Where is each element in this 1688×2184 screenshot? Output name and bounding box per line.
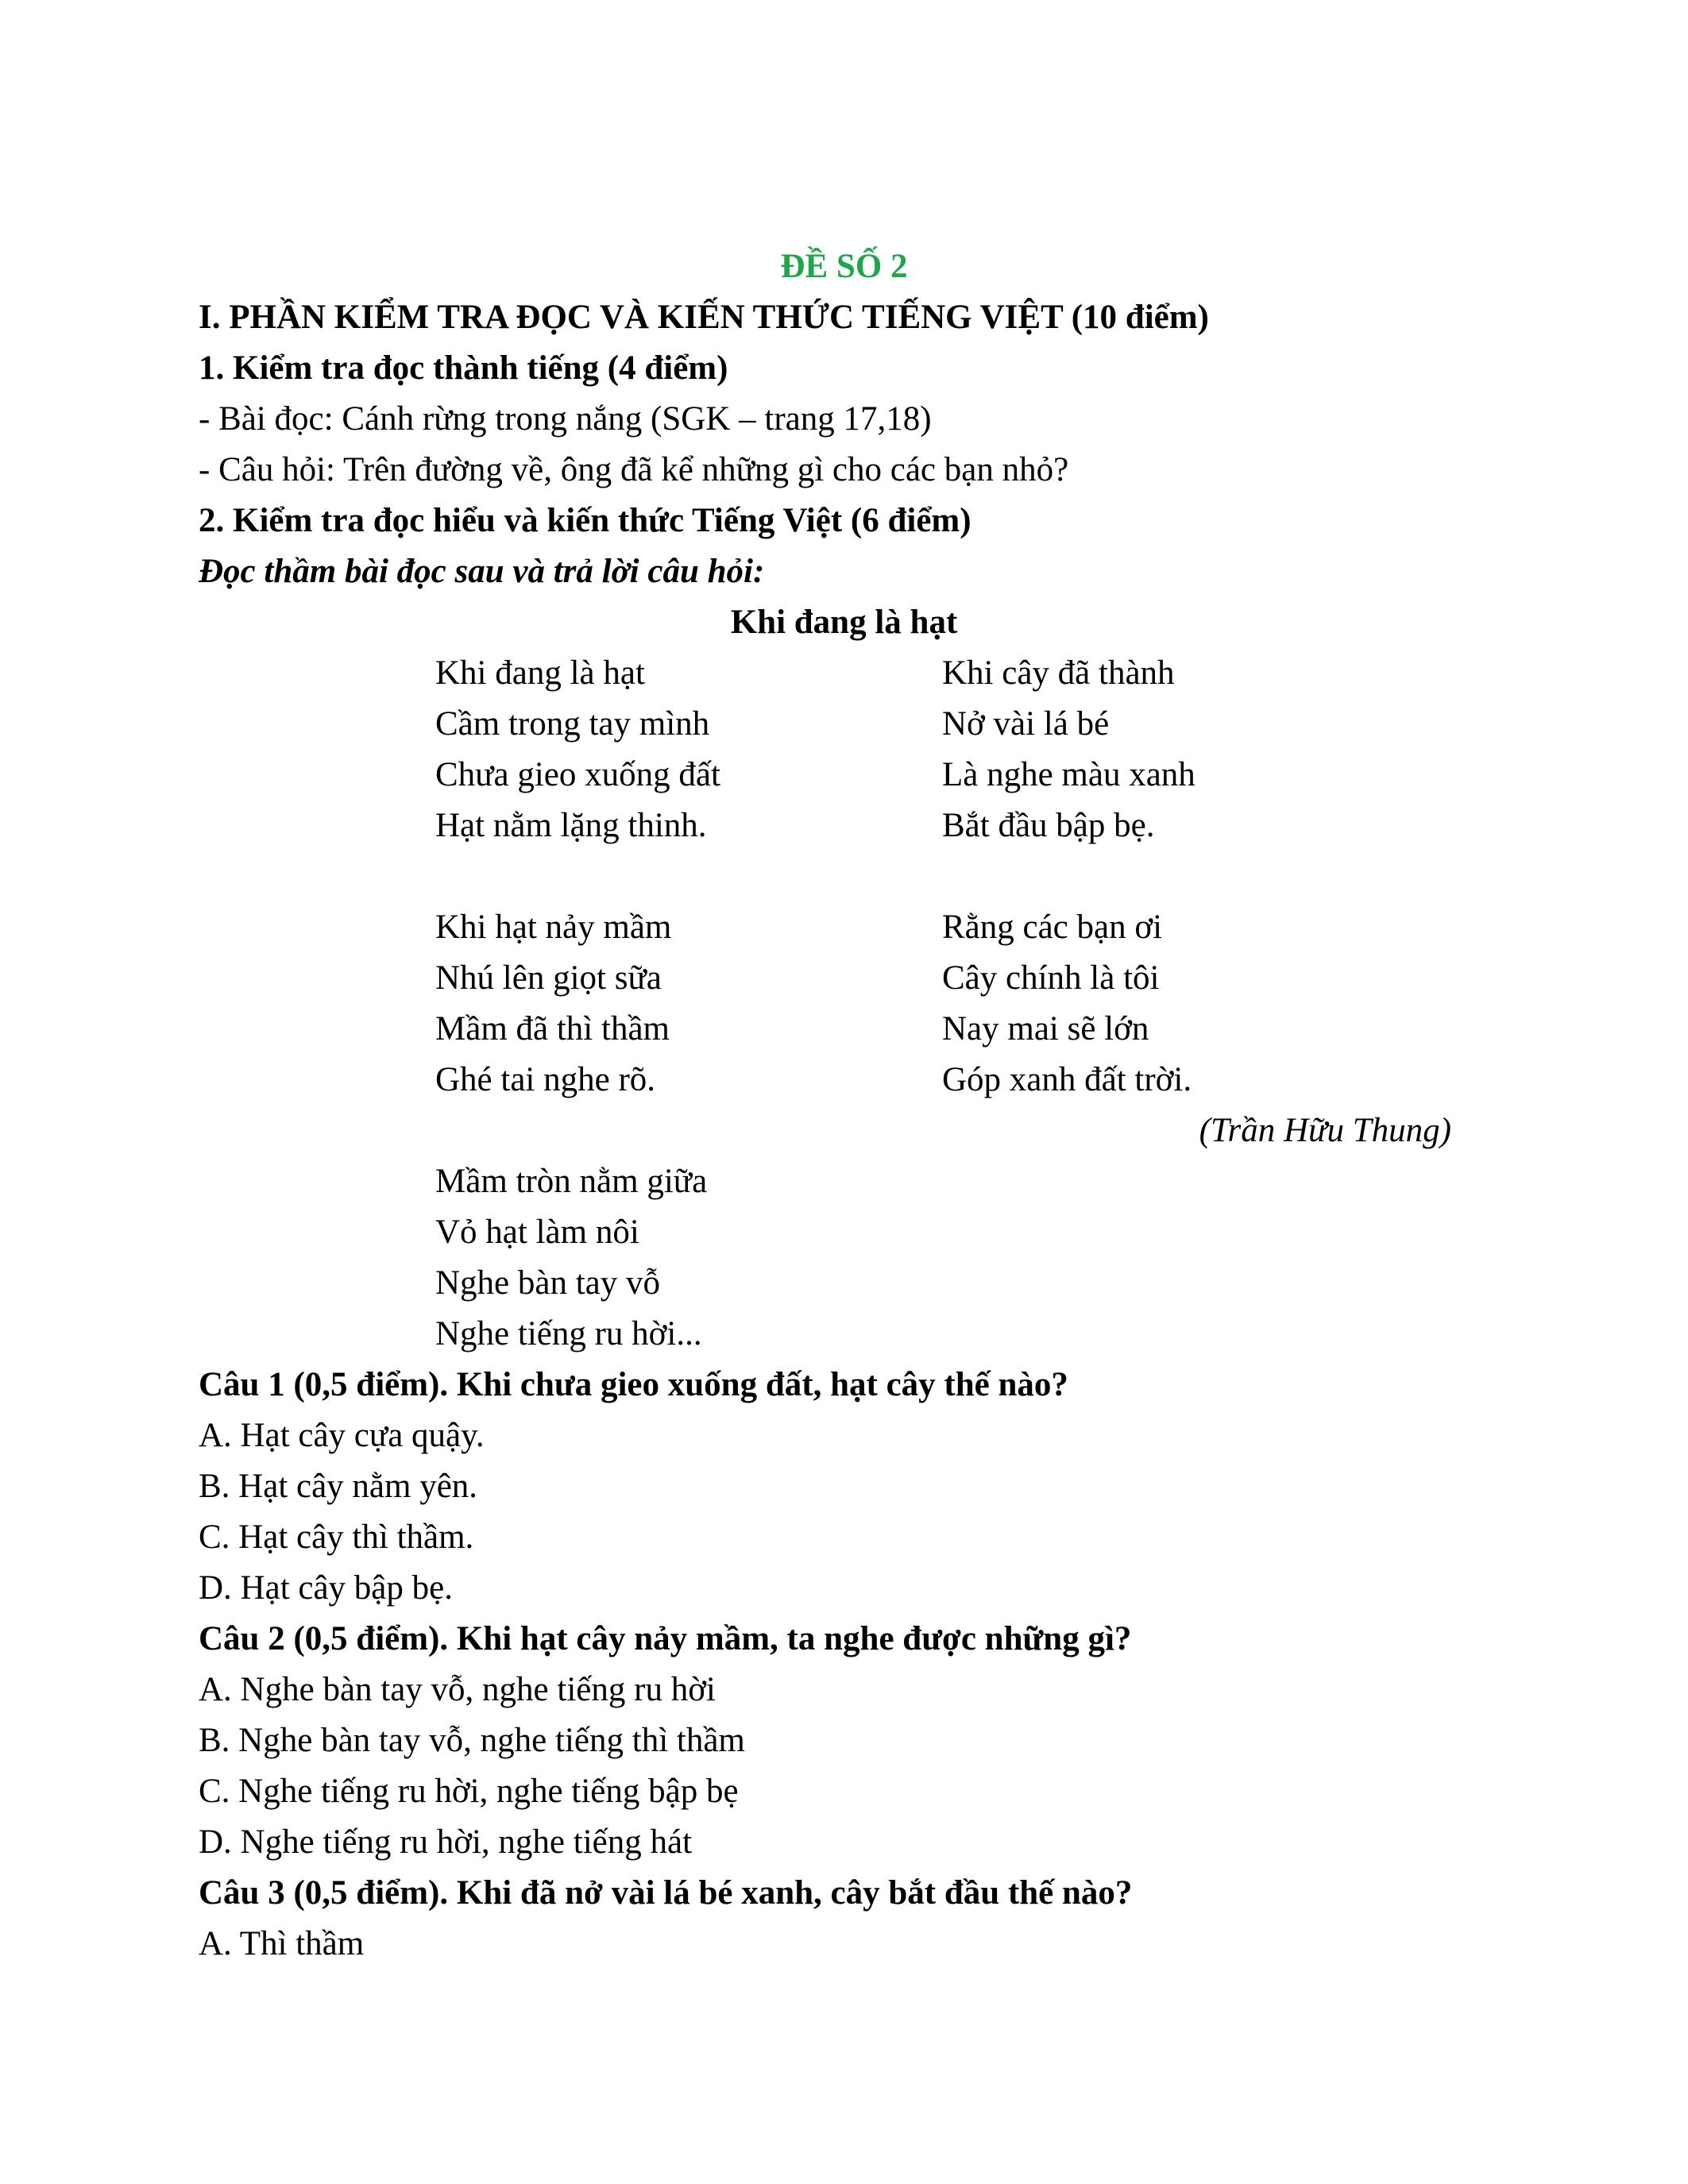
poem-line: Góp xanh đất trời.: [942, 1061, 1192, 1098]
question-prompt: Câu 3 (0,5 điểm). Khi đã nở vài lá bé xanh, cây bắt đầu thế nào?: [199, 1874, 1133, 1912]
section-heading: I. PHẦN KIỂM TRA ĐỌC VÀ KIẾN THỨC TIẾNG VIỆT (10 điểm): [199, 299, 1209, 336]
part2-instruction: Đọc thầm bài đọc sau và trả lời câu hỏi:: [199, 553, 765, 590]
poem-line: Chưa gieo xuống đất: [435, 756, 720, 793]
part1-reading: - Bài đọc: Cánh rừng trong nắng (SGK – trang 17,18): [199, 400, 932, 438]
answer-option: C. Hạt cây thì thầm.: [199, 1518, 474, 1556]
answer-option: A. Thì thầm: [199, 1925, 365, 1962]
poem-line: Nhú lên giọt sữa: [435, 959, 662, 997]
answer-option: C. Nghe tiếng ru hời, nghe tiếng bập bẹ: [199, 1773, 739, 1810]
question-prompt: Câu 2 (0,5 điểm). Khi hạt cây nảy mầm, ta nghe được những gì?: [199, 1620, 1132, 1657]
answer-option: B. Hạt cây nằm yên.: [199, 1468, 478, 1505]
part1-question: - Câu hỏi: Trên đường về, ông đã kể những gì cho các bạn nhỏ?: [199, 451, 1069, 488]
poem-line: Mầm đã thì thầm: [435, 1010, 670, 1048]
answer-option: B. Nghe bàn tay vỗ, nghe tiếng thì thầm: [199, 1722, 745, 1759]
question-prompt: Câu 1 (0,5 điểm). Khi chưa gieo xuống đất, hạt cây thế nào?: [199, 1366, 1068, 1403]
poem-line: Khi cây đã thành: [942, 654, 1175, 692]
poem-line: Mầm tròn nằm giữa: [435, 1163, 708, 1200]
poem-line: Cây chính là tôi: [942, 959, 1160, 997]
answer-option: D. Nghe tiếng ru hời, nghe tiếng hát: [199, 1823, 693, 1861]
poem-line: Cầm trong tay mình: [435, 705, 710, 743]
poem-line: Nghe tiếng ru hời...: [435, 1315, 702, 1352]
poem-line: Khi đang là hạt: [435, 654, 645, 692]
answer-option: A. Hạt cây cựa quậy.: [199, 1417, 485, 1454]
poem-line: Khi hạt nảy mầm: [435, 909, 672, 946]
answer-option: A. Nghe bàn tay vỗ, nghe tiếng ru hời: [199, 1671, 716, 1708]
poem-line: Nay mai sẽ lớn: [942, 1010, 1149, 1048]
poem-line: Hạt nằm lặng thinh.: [435, 807, 707, 844]
exam-title: ĐỀ SỐ 2: [780, 248, 908, 285]
poem-line: Ghé tai nghe rõ.: [435, 1061, 656, 1098]
poem-line: Vỏ hạt làm nôi: [435, 1214, 639, 1251]
part2-heading: 2. Kiểm tra đọc hiểu và kiến thức Tiếng Việt (6 điểm): [199, 502, 971, 539]
poem-line: Nghe bàn tay vỗ: [435, 1264, 661, 1302]
poem-author: (Trần Hữu Thung): [1199, 1112, 1451, 1149]
part1-heading: 1. Kiểm tra đọc thành tiếng (4 điểm): [199, 349, 728, 387]
poem-line: Là nghe màu xanh: [942, 756, 1196, 793]
poem-line: Rằng các bạn ơi: [942, 909, 1163, 946]
poem-line: Nở vài lá bé: [942, 705, 1110, 743]
poem-title: Khi đang là hạt: [730, 604, 958, 641]
answer-option: D. Hạt cây bập bẹ.: [199, 1569, 453, 1607]
poem-line: Bắt đầu bập bẹ.: [942, 807, 1155, 844]
